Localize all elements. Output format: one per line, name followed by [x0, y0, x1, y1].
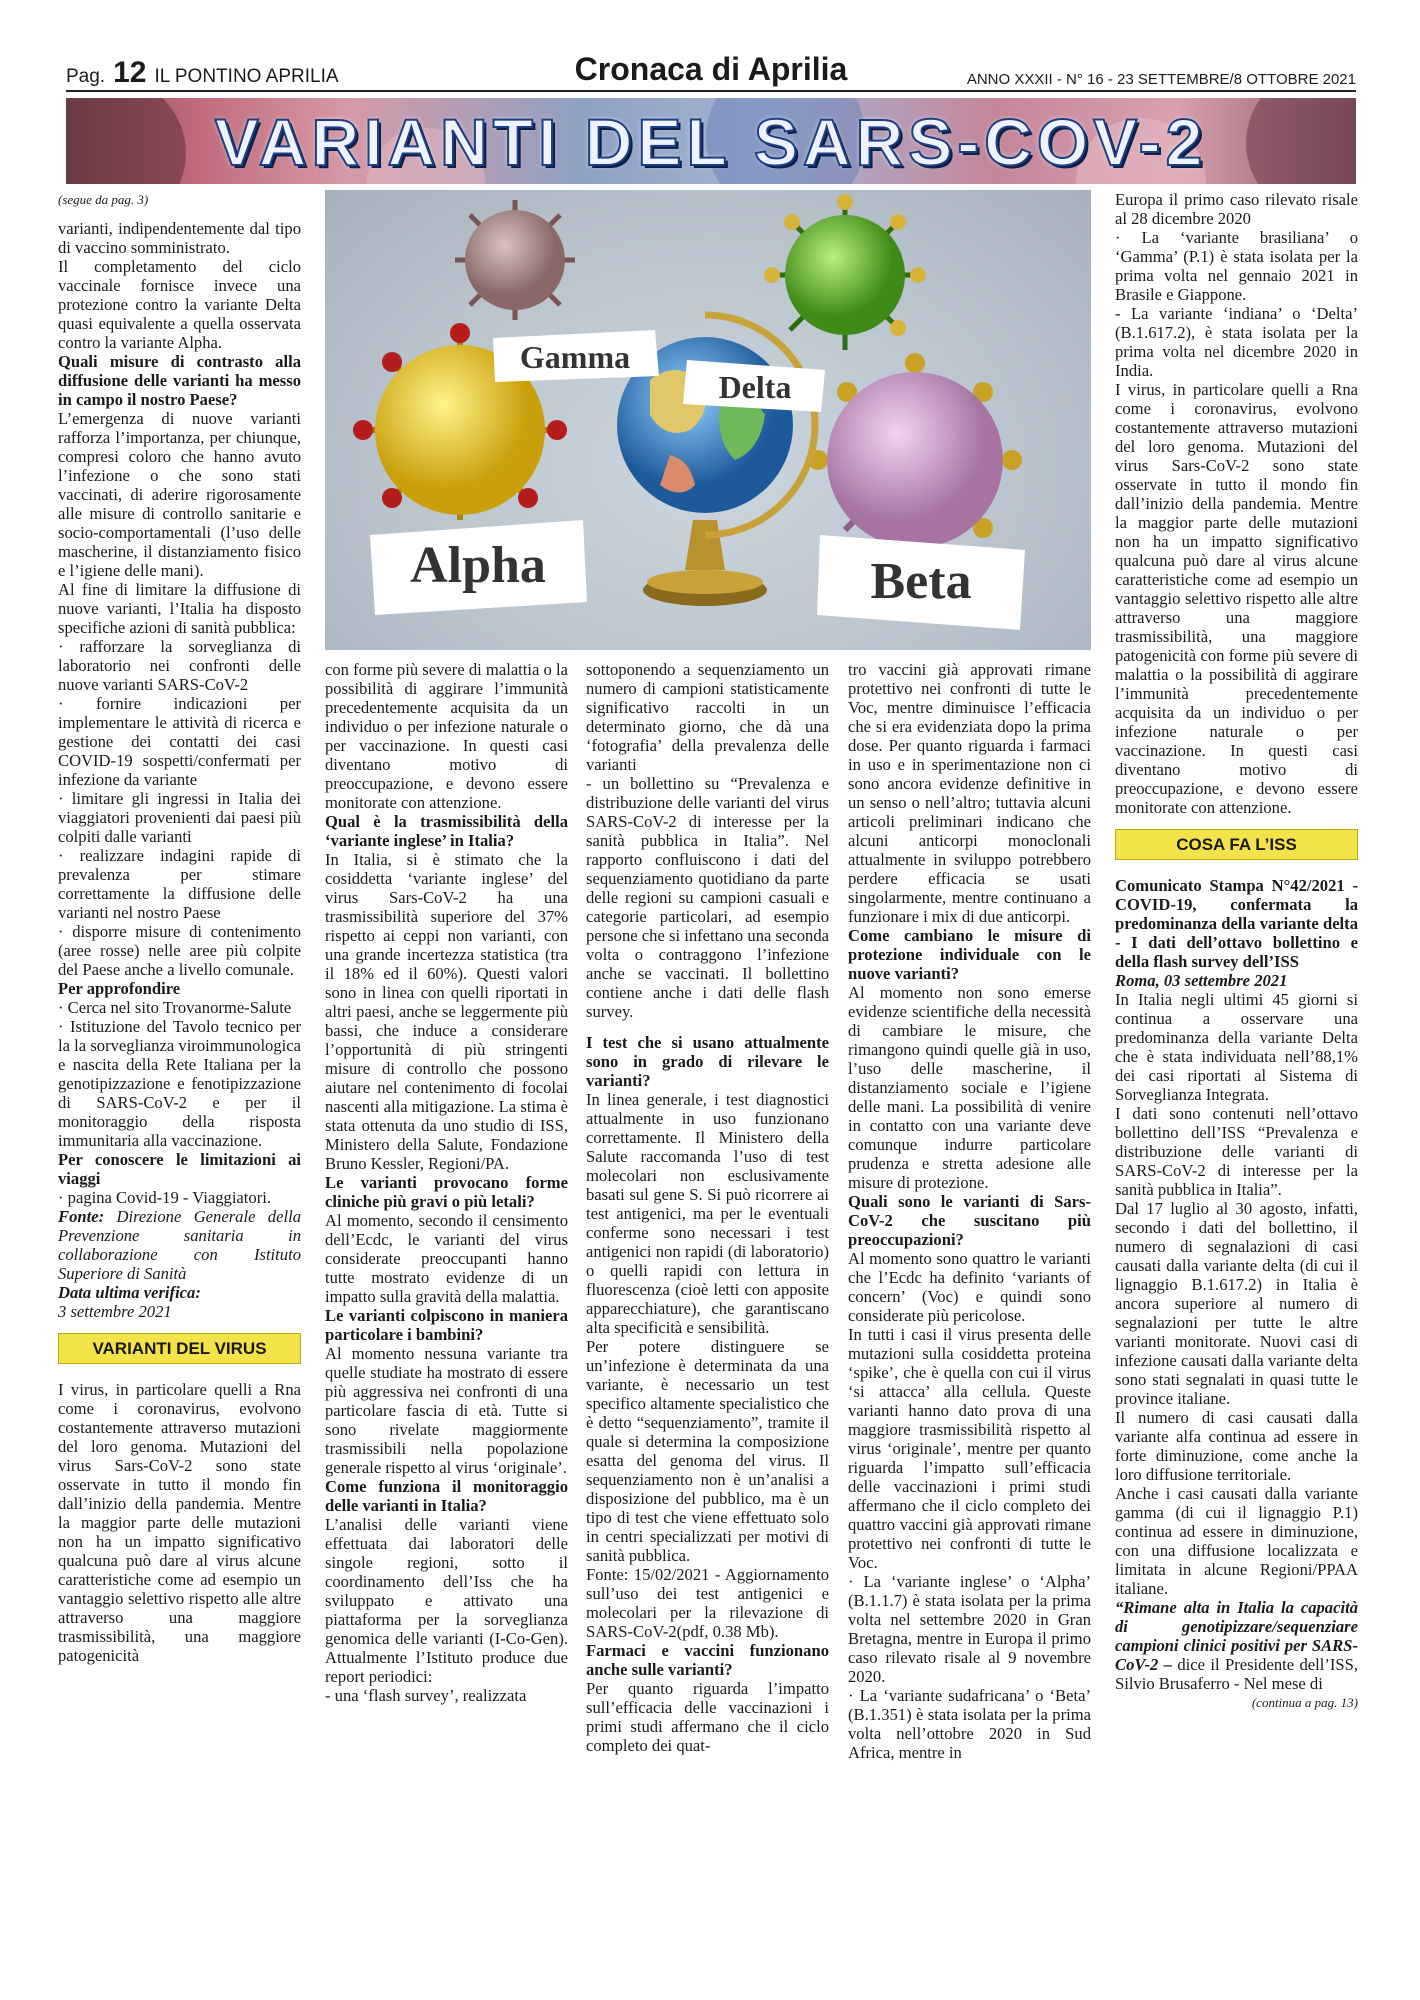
- issue-info: ANNO XXXII - N° 16 - 23 SETTEMBRE/8 OTTOBRE 2021: [966, 71, 1356, 88]
- alpha-label-card: [370, 520, 587, 615]
- subheading: Qual è la trasmissibilità della ‘variante inglese’ in Italia?: [325, 812, 568, 850]
- paragraph: Il numero di casi causati dalla variante alfa continua ad essere in forte diminuzione, come anche la loro diffusione territoriale.: [1115, 1408, 1358, 1484]
- paragraph: Al momento nessuna variante tra quelle studiate ha mostrato di essere più aggressiva nei confronti di una particolare fascia di età. Tutte si sono rivelate maggiormente trasmissibili nella popolazione generale rispetto al virus ‘originale’.: [325, 1344, 568, 1477]
- section-box-heading: VARIANTI DEL VIRUS: [58, 1333, 301, 1364]
- paragraph: In Italia, si è stimato che la cosiddetta ‘variante inglese’ del virus Sars-CoV-2 ha una trasmissibilità superiore del 37% rispetto ai ceppi non varianti, con una grande incertezza statistica (tra il 18% ed il 60%). Questi valori sono in linea con quelli riportati in altri paesi, anche se leggermente più bassi, che induce a considerare l’opportunità di più stringenti misure di controllo che possono aiutare nel contenimento di focolai nascenti alla mitigazione. La stima è stata ottenuta da uno studio di ISS, Ministero della Salute, Fondazione Bruno Kessler, Regioni/PA.: [325, 850, 568, 1173]
- gamma-label-card: [493, 330, 659, 382]
- gamma-label: Gamma: [519, 339, 631, 375]
- delta-virus-icon: [764, 194, 926, 350]
- paragraph: Per quanto riguarda l’impatto sull’efficacia delle vaccinazioni i primi studi affermano che il ciclo completo dei quat-: [586, 1679, 829, 1755]
- page-label: Pag.: [66, 66, 106, 87]
- paragraph: Per potere distinguere se un’infezione è determinata da una variante, è necessario un test specifico altamente specialistico che è detto “sequenziamento”, tramite il quale si determina la composizione esatta del genoma del virus. Il sequenziamento non è un’analisi a disposizione del pubblico, ma è un tipo di test che viene effettuato solo in centri specializzati per motivi di sanità pubblica.: [586, 1337, 829, 1565]
- title-banner: [66, 98, 1356, 184]
- delta-label: Delta: [718, 369, 792, 405]
- bullet-item: · Cerca nel sito Trovanorme-Salute: [58, 998, 292, 1017]
- verify-date: 3 settembre 2021: [58, 1302, 172, 1321]
- gamma-virus-icon: [455, 200, 575, 320]
- paragraph: Europa il primo caso rilevato risale al 28 dicembre 2020: [1115, 190, 1358, 228]
- column-4: [848, 660, 1091, 1762]
- subheading: Quali misure di contrasto alla diffusione delle varianti ha messo in campo il nostro Paese?: [58, 352, 301, 409]
- paragraph: sottoponendo a sequenziamento un numero di campioni statisticamente significativo raccolti in un determinato giorno, che dà una ‘fotografia’ della prevalenza delle varianti: [586, 660, 829, 774]
- bullet-item: · La ‘variante brasiliana’ o ‘Gamma’ (P.1) è stata isolata per la prima volta nel gennaio 2021 in Brasile e Giappone.: [1115, 228, 1358, 304]
- paragraph: I dati sono contenuti nell’ottavo bollettino dell’ISS “Prevalenza e distribuzione delle varianti di SARS-CoV-2 di interesse per la sanità pubblica in Italia”.: [1115, 1104, 1358, 1199]
- paragraph: I virus, in particolare quelli a Rna come i coronavirus, evolvono costantemente attraverso mutazioni del loro genoma. Mutazioni del virus Sars-CoV-2 sono state osservate in tutto il mondo fin dall’inizio della pandemia. Mentre la maggior parte delle mutazioni non ha un impatto significativo qualcuna può dare al virus alcune caratteristiche come ad esempio un vantaggio selettivo rispetto alle altre attraverso una maggiore trasmissibilità, una maggiore patogenicità con forme più severe di malattia o la possibilità di aggirare l’immunità precedentemente acquisita da un individuo o per infezione naturale o per vaccinazione. In questi casi diventano motivo di preoccupazione, e devono essere monitorate con attenzione.: [1115, 380, 1358, 817]
- section-box-heading: COSA FA L’ISS: [1115, 829, 1358, 860]
- paragraph: L’analisi delle varianti viene effettuata dai laboratori delle singole regioni, sotto il coordinamento dell’Iss che ha sviluppato e attivato una piattaforma per la sorveglianza genomica delle varianti (I-Co-Gen). Attualmente l’Istituto produce due report periodici:: [325, 1515, 568, 1686]
- paragraph: Il completamento del ciclo vaccinale fornisce invece una protezione contro la variante Delta quasi equivalente a quella osservata contro la variante Alpha.: [58, 257, 301, 352]
- paragraph: Dal 17 luglio al 30 agosto, infatti, secondo i dati del bollettino, il numero di segnalazioni di casi causati dalla variante delta (di cui il lignaggio B.1.617.2) in Italia è ancora superiore al numero di segnalazioni per tutte le altre varianti monitorate. Nuovi casi di infezione causati dalla variante delta sono stati segnalati in quasi tutte le province italiane.: [1115, 1199, 1358, 1408]
- bullet-item: · La ‘variante sudafricana’ o ‘Beta’ (B.1.351) è stata isolata per la prima volta nell’ottobre 2020 in Sud Africa, mentre in: [848, 1686, 1091, 1762]
- source-label: Fonte:: [58, 1207, 105, 1226]
- source-note: [58, 1207, 301, 1283]
- subheading: Le varianti colpiscono in maniera particolare i bambini?: [325, 1306, 568, 1344]
- verify-label: Data ultima verifica:: [58, 1283, 201, 1302]
- bullet-item: · rafforzare la sorveglianza di laboratorio nei confronti delle nuove varianti SARS-CoV-2: [58, 637, 301, 694]
- beta-virus-icon: [808, 353, 1022, 550]
- quote-attribution: dice il Presidente dell’ISS, Silvio Brusaferro - Nel mese di: [1115, 1655, 1358, 1693]
- bullet-item: · realizzare indagini rapide di prevalenza per stimare correttamente la diffusione delle varianti nel nostro Paese: [58, 846, 301, 922]
- paragraph: L’emergenza di nuove varianti rafforza l’importanza, per chiunque, compresi coloro che hanno avuto l’infezione o che sono stati vaccinati, di aderire rigorosamente alle misure di controllo sanitarie e socio-comportamentali (l’uso delle mascherine, il distanziamento fisico e l’igiene delle mani).: [58, 409, 301, 580]
- paragraph: In Italia negli ultimi 45 giorni si continua a osservare una predominanza della variante Delta che è stata individuata nell’88,1% dei casi riportati al Sistema di Sorveglianza Integrata.: [1115, 990, 1358, 1104]
- subheading: Le varianti provocano forme cliniche più gravi o più letali?: [325, 1173, 568, 1211]
- quote: “Rimane alta in Italia la capacità di genotipizzare/sequenziare campioni clinici positivi per SARS-CoV-2 –: [1115, 1598, 1358, 1674]
- quote-paragraph: [1115, 1598, 1358, 1693]
- continued-from: (segue da pag. 3): [58, 192, 149, 207]
- column-1: [58, 190, 301, 1665]
- newspaper-name: IL PONTINO APRILIA: [154, 66, 339, 87]
- page-header: [66, 51, 1356, 92]
- bullet-item: · Istituzione del Tavolo tecnico per la la sorveglianza viroimmunologica e nascita della Rete Italiana per la genotipizzazione e fenotipizzazione di SARS-CoV-2 e per il monitoraggio della risposta immunitaria alla vaccinazione.: [58, 1017, 301, 1150]
- subheading: Per conoscere le limitazioni ai viaggi: [58, 1150, 301, 1188]
- bullet-item: · disporre misure di contenimento (aree rosse) nelle aree più colpite del Paese anche a livello comunale.: [58, 922, 301, 979]
- paragraph: In linea generale, i test diagnostici attualmente in uso funzionano correttamente. Il Ministero della Salute raccomanda l’uso di test molecolari non esclusivamente basati sul gene S. Si può ricorrere ai test antigenici, ma per le eventuali conferme sono necessari i test antigenici non rapidi (di laboratorio) o quelli rapidi con lettura in fluorescenza (cioè letti con apposite apparecchiature), che garantiscano alta specificità e sensibilità.: [586, 1090, 829, 1337]
- bullet-item: · La ‘variante inglese’ o ‘Alpha’ (B.1.1.7) è stata isolata per la prima volta nel settembre 2020 in Gran Bretagna, mentre in Europa il primo caso rilevato risale al 9 novembre 2020.: [848, 1572, 1091, 1686]
- paragraph: In tutti i casi il virus presenta delle mutazioni sulla cosiddetta proteina ‘spike’, che è quella con cui il virus ‘si attacca’ alla cellula. Queste varianti hanno dato prova di una maggiore trasmissibilità rispetto al virus ‘originale’, mentre per quanto riguarda l’impatto sull’efficacia delle vaccinazioni i primi studi affermano che il ciclo completo dei quattro vaccini già approvati rimane protettivo nei confronti di tutte le Voc.: [848, 1325, 1091, 1572]
- column-3: [586, 660, 829, 1755]
- source-text: Direzione Generale della Prevenzione sanitaria in collaborazione con Istituto Superiore di Sanità: [58, 1207, 301, 1283]
- beta-label-card: [817, 535, 1025, 630]
- continued-on: (continua a pag. 13): [1251, 1695, 1358, 1710]
- paragraph: Al fine di limitare la diffusione di nuove varianti, l’Italia ha disposto specifiche azioni di sanità pubblica:: [58, 580, 301, 637]
- subheading: I test che si usano attualmente sono in grado di rilevare le varianti?: [586, 1033, 829, 1090]
- page-number: 12: [113, 56, 147, 89]
- variants-illustration: [325, 190, 1091, 650]
- paragraph: - un bollettino su “Prevalenza e distribuzione delle varianti del virus SARS-CoV-2 di interesse per la sanità pubblica in Italia”. Nel rapporto confluiscono i dati del sequenziamento quotidiano da parte delle regioni su campioni casuali e categorie particolari, ad esempio persone che si infettano una seconda volta o contraggono l’infezione anche se vaccinati. Il bollettino contiene anche i dati delle flash survey.: [586, 774, 829, 1021]
- paragraph: Al momento, secondo il censimento dell’Ecdc, le varianti del virus considerate preoccupanti hanno tutte mostrato evidenze di un impatto sulla gravità della malattia.: [325, 1211, 568, 1306]
- press-release-title: Comunicato Stampa N°42/2021 - COVID-19, confermata la predominanza della variante delta - I dati dell’ottavo bollettino e della flash survey dell’ISS: [1115, 876, 1358, 971]
- bullet-item: · limitare gli ingressi in Italia dei viaggiatori provenienti dai paesi più colpiti dalle varianti: [58, 789, 301, 846]
- subheading: Per approfondire: [58, 979, 181, 998]
- paragraph: I virus, in particolare quelli a Rna come i coronavirus, evolvono costantemente attraverso mutazioni del loro genoma. Mutazioni del virus Sars-CoV-2 sono state osservate in tutto il mondo fin dall’inizio della pandemia. Mentre la maggior parte delle mutazioni non ha un impatto significativo qualcuna può dare al virus alcune caratteristiche come ad esempio un vantaggio selettivo rispetto alle altre attraverso una maggiore trasmissibilità, una maggiore patogenicità: [58, 1380, 301, 1665]
- paragraph: con forme più severe di malattia o la possibilità di aggirare l’immunità precedentemente acquisita da un individuo o per infezione naturale o per vaccinazione. In questi casi diventano motivo di preoccupazione, e devono essere monitorate con attenzione.: [325, 660, 568, 812]
- subheading: Come funziona il monitoraggio delle varianti in Italia?: [325, 1477, 568, 1515]
- paragraph: tro vaccini già approvati rimane protettivo nei confronti di tutte le Voc, mentre diminuisce l’efficacia che si era evidenziata dopo la prima dose. Per quanto riguarda i farmaci in uso e in sperimentazione non ci sono ancora evidenze definitive in un senso o nell’altro; tuttavia alcuni articoli preliminari indicano che alcuni anticorpi monoclonali attualmente in sviluppo potrebbero perdere efficacia se usati singolarmente, mentre continuano a funzionare i mix di due anticorpi.: [848, 660, 1091, 926]
- beta-label: Beta: [870, 553, 972, 610]
- subheading: Farmaci e vaccini funzionano anche sulle varianti?: [586, 1641, 829, 1679]
- column-2: [325, 660, 568, 1705]
- paragraph: Fonte: 15/02/2021 - Aggiornamento sull’uso dei test antigenici e molecolari per la rilevazione di SARS-CoV-2(pdf, 0.38 Mb).: [586, 1565, 829, 1641]
- paragraph: Al momento non sono emerse evidenze scientifiche della necessità di cambiare le misure, che rimangono quindi quelle già in uso, l’uso delle mascherine, il distanziamento sociale e l’igiene delle mani. La possibilità di venire in contatto con una variante deve comunque indurre particolare prudenza e stretta adesione alle misure di protezione.: [848, 983, 1091, 1192]
- variants-photo: [325, 190, 1091, 650]
- paragraph: Anche i casi causati dalla variante gamma (di cui il lignaggio P.1) continua ad essere in diminuzione, con una diffusione localizzata e limitata in alcune Regioni/PPAA italiane.: [1115, 1484, 1358, 1598]
- subheading: Quali sono le varianti di Sars-CoV-2 che suscitano più preoccupazioni?: [848, 1192, 1091, 1249]
- column-5: [1115, 190, 1358, 1712]
- paragraph: varianti, indipendentemente dal tipo di vaccino somministrato.: [58, 219, 301, 257]
- bullet-item: · pagina Covid-19 - Viaggiatori.: [58, 1188, 271, 1207]
- delta-label-card: [683, 360, 825, 412]
- banner-title: VARIANTI DEL SARS-COV-2: [214, 105, 1208, 179]
- section-title: Cronaca di Aprilia: [574, 51, 848, 87]
- alpha-label: Alpha: [410, 537, 546, 594]
- paragraph: Al momento sono quattro le varianti che l’Ecdc ha definito ‘variants of concern’ (Voc) e quindi sono considerate più pericolose.: [848, 1249, 1091, 1325]
- bullet-item: - La variante ‘indiana’ o ‘Delta’ (B.1.617.2), è stata isolata per la prima volta nel dicembre 2020 in India.: [1115, 304, 1358, 380]
- subheading: Come cambiano le misure di protezione individuale con le nuove varianti?: [848, 926, 1091, 983]
- page-number-group: [66, 56, 339, 89]
- press-release-date: Roma, 03 settembre 2021: [1115, 971, 1288, 990]
- bullet-item: · fornire indicazioni per implementare le attività di ricerca e gestione dei contatti dei casi COVID-19 sospetti/confermati per infezione da variante: [58, 694, 301, 789]
- bullet-item: - una ‘flash survey’, realizzata: [325, 1686, 527, 1705]
